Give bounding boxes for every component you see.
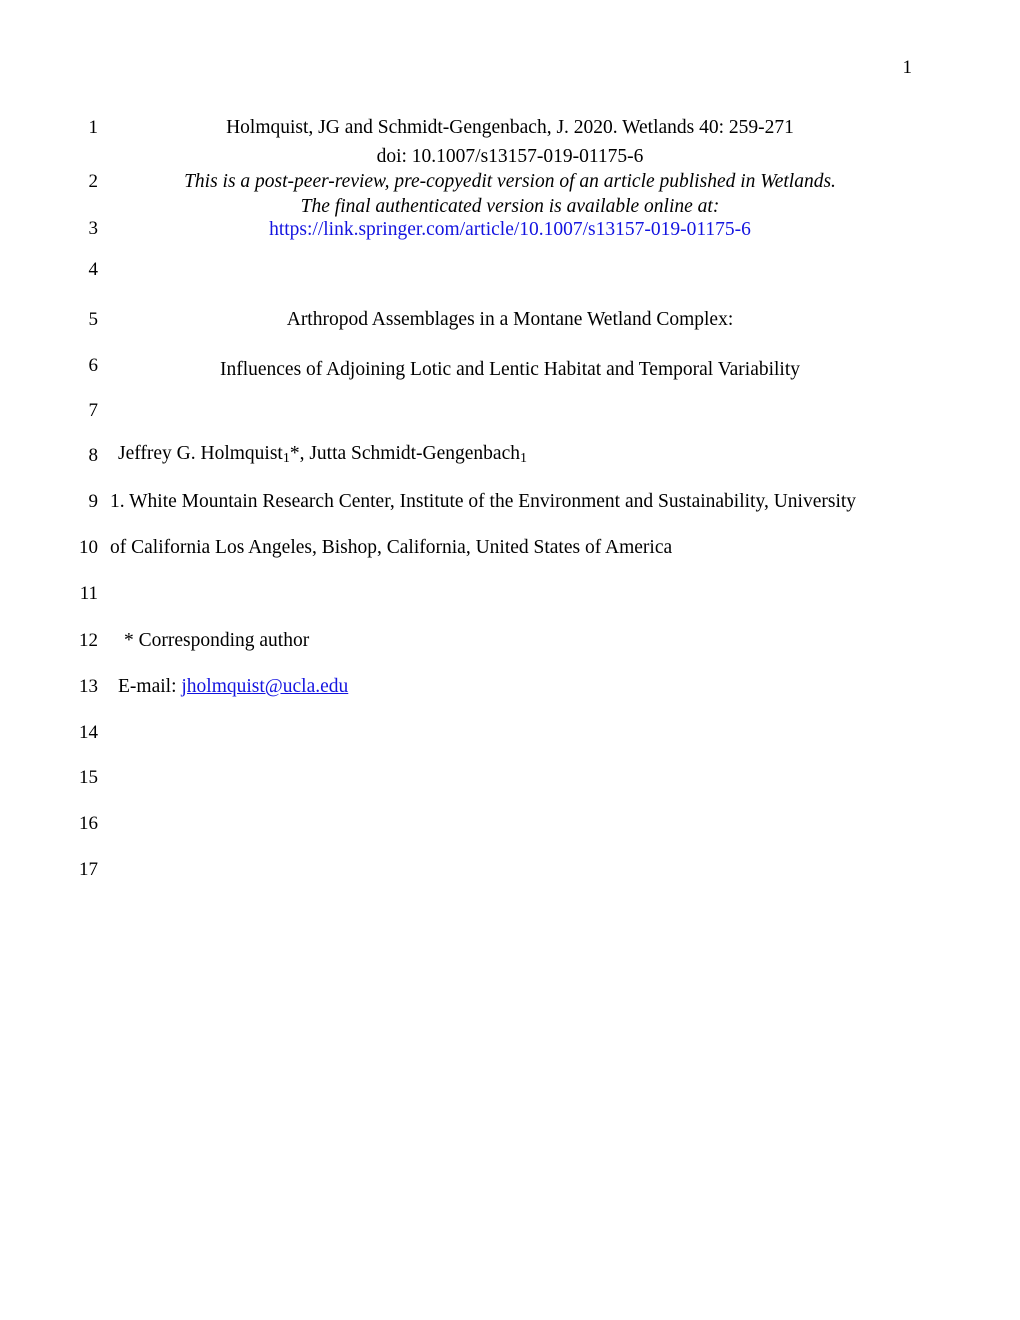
page-number: 1: [902, 57, 912, 78]
affiliation-line-1: 1. White Mountain Research Center, Institute of the Environment and Sustainability, University: [110, 491, 857, 512]
line-number-9: 9: [88, 491, 98, 512]
author-2-affiliation-marker: 1: [520, 449, 528, 466]
line-number-17: 17: [79, 859, 98, 880]
author-line: [110, 444, 918, 464]
line-number-6: 6: [88, 355, 98, 376]
citation-line: Holmquist, JG and Schmidt-Gengenbach, J. 2020. Wetlands 40: 259-271: [226, 117, 794, 138]
line-number-11: 11: [79, 583, 98, 604]
document-body: [110, 0, 910, 1320]
author-separator: ,: [299, 443, 310, 464]
affiliation-line-2: of California Los Angeles, Bishop, California, United States of America: [110, 537, 673, 558]
springer-article-url-text: https://link.springer.com/article/10.1007/s13157-019-01175-6: [269, 219, 751, 240]
line-number-gutter: [0, 0, 110, 1320]
line-number-12: 12: [79, 630, 98, 651]
preprint-notice-line-2: The final authenticated version is available online at:: [300, 196, 720, 217]
corresponding-author-marker: *: [289, 443, 300, 464]
doi-line: doi: 10.1007/s13157-019-01175-6: [376, 146, 644, 167]
line-number-2: 2: [88, 171, 98, 192]
springer-article-link[interactable]: [110, 220, 910, 240]
title-line-2: Influences of Adjoining Lotic and Lentic Habitat and Temporal Variability: [219, 359, 801, 380]
line-number-3: 3: [88, 218, 98, 239]
author-1-affiliation-marker: 1: [282, 449, 290, 466]
email-link[interactable]: jholmquist@ucla.edu: [181, 676, 349, 697]
line-number-5: 5: [88, 309, 98, 330]
preprint-notice-line-1: This is a post-peer-review, pre-copyedit version of an article published in Wetlands.: [184, 171, 836, 192]
email-line: [110, 677, 918, 697]
corresponding-author-note: * Corresponding author: [124, 630, 310, 651]
line-number-1: 1: [88, 117, 98, 138]
email-label: E-mail:: [118, 676, 182, 697]
author-name-1: Jeffrey G. Holmquist: [118, 443, 283, 464]
author-name-2: Jutta Schmidt-Gengenbach: [309, 443, 520, 464]
title-line-1: Arthropod Assemblages in a Montane Wetland Complex:: [286, 309, 734, 330]
line-number-16: 16: [79, 813, 98, 834]
line-number-15: 15: [79, 767, 98, 788]
line-number-13: 13: [79, 676, 98, 697]
line-number-10: 10: [79, 537, 98, 558]
line-number-8: 8: [88, 445, 98, 466]
line-number-14: 14: [79, 722, 98, 743]
line-number-4: 4: [88, 259, 98, 280]
line-number-7: 7: [88, 400, 98, 421]
